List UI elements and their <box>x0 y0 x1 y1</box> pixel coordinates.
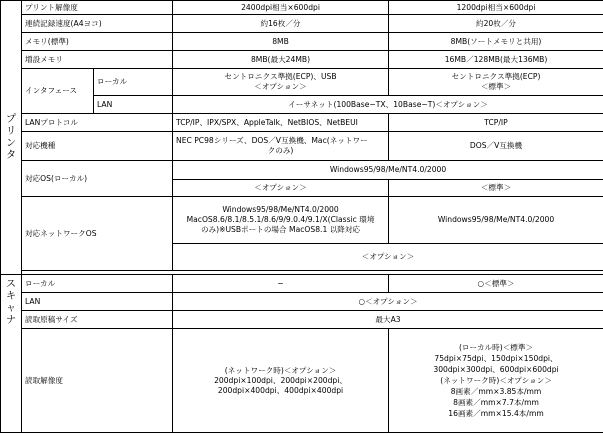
models-col1-line: NEC PC98シリーズ、DOS／V互換機、Mac(ネットワー <box>176 136 368 145</box>
table-row <box>1 311 603 329</box>
os-network-col2: Windows95/98/Me/NT4.0/2000 <box>389 197 603 244</box>
interface-local-col1-line: セントロニクス準拠(ECP)、USB <box>224 72 337 81</box>
interface-local-col1 <box>173 69 389 96</box>
scan-resolution-col1-line: 200dpi×100dpi、200dpi×200dpi、 <box>214 375 347 385</box>
scan-resolution-label: 読取解像度 <box>22 329 173 433</box>
os-network-label: 対応ネットワークOS <box>22 197 173 271</box>
extra-memory-col2: 16MB／128MB(最大136MB) <box>389 51 603 69</box>
models-label: 対応機種 <box>22 132 173 161</box>
interface-label: インタフェース <box>22 69 94 114</box>
print-speed-label: 連続記録速度(A4ヨコ) <box>22 15 173 33</box>
interface-local-col2-line: ＜標準＞ <box>480 82 512 91</box>
scan-resolution-col2-line: (ローカル時)＜標準＞ <box>458 343 534 352</box>
scanner-local-col2: ○＜標準＞ <box>389 275 603 293</box>
os-local-label: 対応OS(ローカル) <box>22 161 173 197</box>
scanner-section-label <box>1 275 22 433</box>
os-network-col1 <box>173 197 389 244</box>
scan-resolution-col2-line: 16画素／mm×15.4本/mm <box>448 409 544 418</box>
memory-col1: 8MB <box>173 33 389 51</box>
print-resolution-label: プリント解像度 <box>22 1 173 15</box>
os-network-col1-line: のみ)※USBポートの場合 MacOS8.1 以降対応 <box>200 225 361 234</box>
os-network-bottom: ＜オプション＞ <box>173 244 603 271</box>
scan-resolution-col2-line: (ネットワーク時)＜オプション＞ <box>440 376 552 385</box>
table-row <box>1 69 603 96</box>
scanner-label-char: ス <box>6 279 16 290</box>
os-network-col1-line: MacOS8.6/8.1/8.5.1/8.6/9/9.0.4/9.1/X(Classic 環境 <box>186 215 375 224</box>
scan-size-label: 読取原稿サイズ <box>22 311 173 329</box>
models-col2: DOS／V互換機 <box>389 132 603 161</box>
print-resolution-col2: 1200dpi相当×600dpi <box>389 1 603 15</box>
print-speed-col1: 約16枚／分 <box>173 15 389 33</box>
scanner-label-char: ナ <box>6 315 16 326</box>
protocol-label: LANプロトコル <box>22 114 173 132</box>
printer-label-char: タ <box>6 149 16 161</box>
table-row <box>1 1 603 15</box>
scanner-label-char: ャ <box>6 303 16 314</box>
scanner-local-label: ローカル <box>22 275 173 293</box>
printer-label-char: ン <box>6 137 16 149</box>
protocol-col2: TCP/IP <box>389 114 603 132</box>
extra-memory-label: 増設メモリ <box>22 51 173 69</box>
interface-local-col2-line: セントロニクス準拠(ECP) <box>451 72 541 81</box>
scan-resolution-col1 <box>173 329 389 433</box>
interface-local-label: ローカル <box>94 69 173 96</box>
os-local-top: Windows95/98/Me/NT4.0/2000 <box>173 161 603 180</box>
print-resolution-col1: 2400dpi相当×600dpi <box>173 1 389 15</box>
scan-resolution-col2-line: 75dpi×75dpi、150dpi×150dpi、 <box>434 354 558 363</box>
os-local-col1: ＜オプション＞ <box>173 180 389 197</box>
table-row <box>1 275 603 293</box>
scan-resolution-col2 <box>389 329 603 433</box>
memory-col2: 8MB(ソートメモリと共用) <box>389 33 603 51</box>
table-row <box>1 132 603 161</box>
table-row <box>1 329 603 433</box>
os-network-col1-line: Windows95/98/Me/NT4.0/2000 <box>222 205 339 214</box>
printer-label-char: プ <box>6 113 16 125</box>
interface-lan-value: イーサネット(100Base−TX、10Base−T)＜オプション＞ <box>173 96 603 114</box>
scan-resolution-col2-line: 8画素／mm×7.7本/mm <box>453 398 539 407</box>
table-row <box>1 15 603 33</box>
table-row <box>1 114 603 132</box>
interface-lan-label: LAN <box>94 96 173 114</box>
extra-memory-col1: 8MB(最大24MB) <box>173 51 389 69</box>
scan-resolution-col2-line: 8画素／mm×3.85本/mm <box>450 387 542 396</box>
scan-resolution-col1-line: (ネットワーク時)＜オプション＞ <box>224 365 337 375</box>
models-col1 <box>173 132 389 161</box>
printer-section-label <box>1 1 22 275</box>
scanner-label-char: キ <box>6 291 16 302</box>
interface-local-col1-line: ＜オプション＞ <box>254 82 307 91</box>
scan-size-value: 最大A3 <box>173 311 603 329</box>
memory-label: メモリ(標準) <box>22 33 173 51</box>
scan-resolution-col2-line: 300dpi×300dpi、600dpi×600dpi <box>433 365 559 374</box>
scanner-lan-label: LAN <box>22 293 173 311</box>
interface-local-col2 <box>389 69 603 96</box>
models-col1-line: クのみ) <box>267 146 294 155</box>
print-speed-col2: 約20枚／分 <box>389 15 603 33</box>
table-row <box>1 293 603 311</box>
scanner-local-col1: − <box>173 275 389 293</box>
table-row <box>1 51 603 69</box>
table-row <box>1 33 603 51</box>
scanner-lan-value: ○＜オプション＞ <box>173 293 603 311</box>
printer-label-char: リ <box>6 125 16 137</box>
table-row <box>1 161 603 180</box>
scan-resolution-col1-line: 200dpi×400dpi、400dpi×400dpi <box>217 385 344 395</box>
os-local-col2: ＜標準＞ <box>389 180 603 197</box>
table-row <box>1 197 603 244</box>
protocol-col1: TCP/IP、IPX/SPX、AppleTalk、NetBIOS、NetBEUI <box>173 114 389 132</box>
